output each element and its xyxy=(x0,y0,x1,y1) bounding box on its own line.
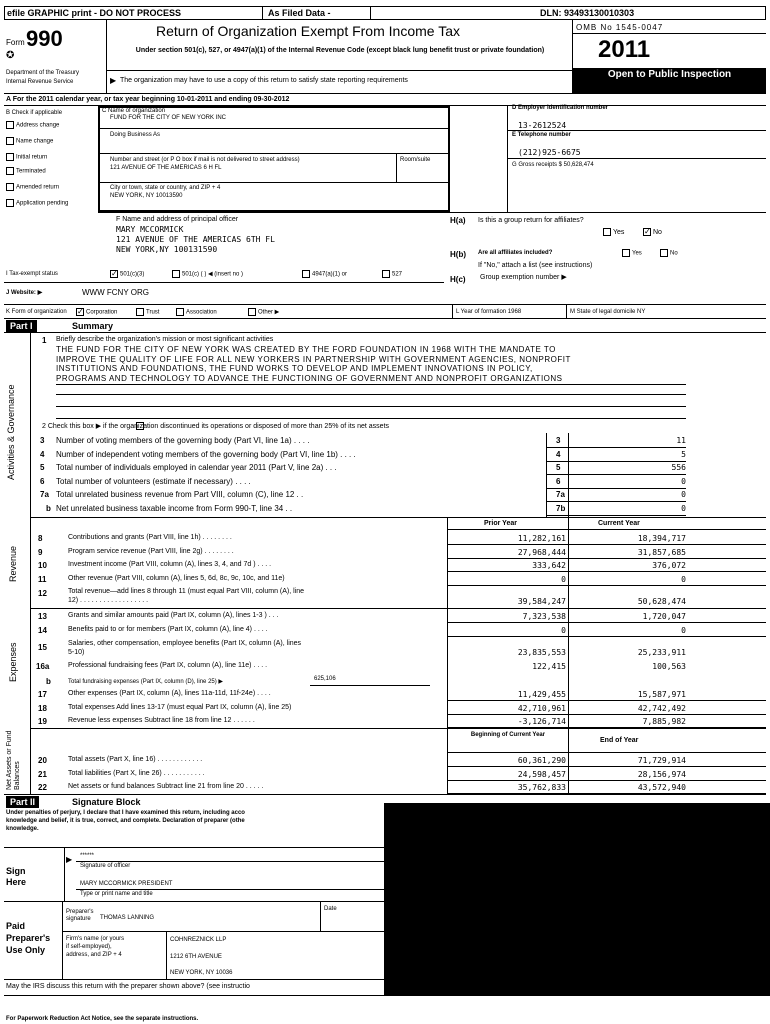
firm-address-1: 1212 6TH AVENUE xyxy=(170,954,222,960)
year-of-formation: L Year of formation 1968 xyxy=(456,309,522,315)
check-initial-return[interactable]: Initial return xyxy=(6,153,47,161)
gov-line-value: 0 xyxy=(681,503,686,513)
side-revenue: Revenue xyxy=(8,545,18,582)
efile-banner: efile GRAPHIC print - DO NOT PROCESS xyxy=(7,8,182,18)
officer-address-1: 121 AVENUE OF THE AMERICAS 6TH FL xyxy=(116,235,275,244)
status-4947-check[interactable]: 4947(a)(1) or xyxy=(302,270,347,278)
beginning-year-header: Beginning of Current Year xyxy=(470,732,546,738)
line16b-value: 625,106 xyxy=(314,676,336,682)
line15-label-1: Salaries, other compensation, employee benefits (Part IX, column (A), lines xyxy=(68,640,302,647)
copy-note: The organization may have to use a copy of this return to satisfy state reporting requirements xyxy=(120,77,408,84)
city-label: City or town, state or country, and ZIP + 4 xyxy=(110,185,221,191)
net-asset-line-num: 21 xyxy=(38,769,47,779)
net-asset-line-num: 22 xyxy=(38,783,47,792)
net-asset-line-label: Net assets or fund balances Subtract line 21 from line 20 . . . . . xyxy=(68,783,264,790)
preparer-sig-label-2: signature xyxy=(66,916,91,922)
gov-line-rule xyxy=(546,515,686,516)
gov-line-label: Total number of volunteers (estimate if necessary) . . . . xyxy=(56,476,251,486)
expense-total-line-label: Total expenses Add lines 13-17 (must equal Part IX, column (A), line 25) xyxy=(68,703,292,711)
expense-line-num: 14 xyxy=(38,625,47,635)
prior-year-header: Prior Year xyxy=(484,520,517,527)
department-label: Department of the Treasury xyxy=(6,70,80,76)
gov-line-label: Number of voting members of the governing body (Part VI, line 1a) . . . . xyxy=(56,436,310,445)
open-public-inspection: Open to Public Inspection xyxy=(573,68,766,93)
expense-total-line-prior: -3,126,714 xyxy=(517,717,566,726)
form-subtitle: Under section 501(c), 527, or 4947(a)(1) of the Internal Revenue Code (except black lung benefit trust or private foundation) xyxy=(135,47,545,54)
ha-question: Is this a group return for affiliates? xyxy=(478,217,584,224)
expense-total-line-num: 17 xyxy=(38,690,47,699)
line16b-label: Total fundraising expenses (Part IX, column (D), line 25) ▶ xyxy=(68,679,224,685)
part2-tab: Part II xyxy=(6,796,39,808)
room-label: Room/suite xyxy=(400,157,431,163)
officer-name-title: MARY MCCORMICK PRESIDENT xyxy=(80,881,173,887)
discontinued-check[interactable] xyxy=(136,422,144,430)
expense-total-line-num: 19 xyxy=(38,717,47,726)
gov-line-ref: 4 xyxy=(556,449,561,459)
gov-line-rule xyxy=(546,474,686,475)
paperwork-notice: For Paperwork Reduction Act Notice, see the separate instructions. xyxy=(6,1016,199,1022)
gov-line-rule xyxy=(546,447,686,448)
revenue-line-prior: 0 xyxy=(561,574,566,584)
expense-total-line-rule xyxy=(447,714,766,715)
line12-prior: 39,584,247 xyxy=(517,597,566,606)
net-asset-line-rule xyxy=(447,780,766,781)
net-asset-line-current: 43,572,940 xyxy=(637,783,686,792)
gov-line-value: 556 xyxy=(671,463,686,472)
hc-question: Group exemption number ▶ xyxy=(480,274,567,281)
expense-total-line-current: 42,742,492 xyxy=(637,703,686,713)
firm-name: COHNREZNICK LLP xyxy=(170,937,227,943)
expense-line-prior: 7,323,538 xyxy=(522,612,566,621)
ein: 13-2612524 xyxy=(518,121,567,130)
revenue-line-current: 376,072 xyxy=(652,561,686,570)
gov-line-label: Net unrelated business taxable income from Form 990-T, line 34 . . xyxy=(56,503,293,513)
revenue-line-label: Contributions and grants (Part VIII, line 1h) . . . . . . . . xyxy=(68,534,232,541)
gov-line-ref: 7a xyxy=(556,490,565,499)
part1-title: Summary xyxy=(72,321,114,331)
city-state-zip: NEW YORK, NY 10013590 xyxy=(110,193,183,199)
status-501c-check[interactable]: 501(c) ( ) ◀ (insert no ) xyxy=(172,270,243,278)
revenue-line-current: 31,857,685 xyxy=(637,547,686,557)
ha-yes-check[interactable]: Yes xyxy=(603,228,624,236)
net-asset-line-prior: 24,598,457 xyxy=(517,769,566,779)
form-of-org-label: K Form of organization xyxy=(6,309,67,315)
website-label: J Website: ▶ xyxy=(6,290,43,296)
telephone: (212)925-6675 xyxy=(518,148,581,157)
ha-label: H(a) xyxy=(450,216,466,225)
redaction-block xyxy=(384,803,770,996)
website[interactable]: WWW FCNY ORG xyxy=(82,288,149,297)
org-name-label: C Name of organization xyxy=(102,108,166,114)
line1-label: Briefly describe the organization's mission or most significant activities xyxy=(56,336,274,343)
expense-line-rule xyxy=(447,622,766,623)
hb-label: H(b) xyxy=(450,250,466,259)
penalty-statement: Under penalties of perjury, I declare that I have examined this return, including acco knowledge and belief, it is true, correct, and complete. Declaration of preparer (othe knowledge. xyxy=(6,810,245,832)
check-application-pending[interactable]: Application pending xyxy=(6,199,68,207)
revenue-line-label: Program service revenue (Part VIII, line 2g) . . . . . . . . xyxy=(68,547,234,555)
hb-note: If "No," attach a list (see instructions) xyxy=(478,262,593,269)
irs-label: Internal Revenue Service xyxy=(6,79,74,85)
org-trust-check[interactable]: Trust xyxy=(136,308,159,316)
end-year-header: End of Year xyxy=(600,737,639,744)
net-asset-line-label: Total assets (Part X, line 16) . . . . . . . . . . . . xyxy=(68,756,203,763)
hb-yes-check[interactable]: Yes xyxy=(622,249,642,257)
revenue-line-prior: 11,282,161 xyxy=(517,534,566,543)
revenue-line-rule xyxy=(447,585,766,586)
irs-eagle-icon: ✪ xyxy=(6,50,15,61)
signature-stars: ****** xyxy=(80,853,95,859)
firm-address-2: NEW YORK, NY 10036 xyxy=(170,970,233,976)
net-asset-line-current: 71,729,914 xyxy=(637,756,686,765)
form-title: Return of Organization Exempt From Income Tax xyxy=(156,23,460,39)
as-filed-label: As Filed Data - xyxy=(268,8,331,18)
expense-line-label: Grants and similar amounts paid (Part IX, column (A), lines 1-3 ) . . . xyxy=(68,612,279,619)
expense-total-line-prior: 42,710,961 xyxy=(517,703,566,713)
line15-num: 15 xyxy=(38,643,47,652)
line16a-label: Professional fundraising fees (Part IX, column (A), line 11e) . . . . xyxy=(68,662,268,669)
net-asset-line-current: 28,156,974 xyxy=(637,769,686,779)
check-name-change[interactable]: Name change xyxy=(6,137,53,145)
line16a-prior: 122,415 xyxy=(532,662,566,671)
signature-officer-label: Signature of officer xyxy=(80,863,131,869)
revenue-line-rule xyxy=(447,558,766,559)
part1-tab: Part I xyxy=(6,320,37,332)
revenue-line-current: 18,394,717 xyxy=(637,534,686,543)
revenue-line-rule xyxy=(447,544,766,545)
discuss-question: May the IRS discuss this return with the preparer shown above? (see instructio xyxy=(6,983,250,990)
expense-total-line-num: 18 xyxy=(38,703,47,713)
line16b-num: b xyxy=(46,677,51,686)
expense-line-current: 0 xyxy=(681,625,686,635)
arrow-right-icon: ▶ xyxy=(110,76,117,85)
gov-line-label: Total unrelated business revenue from Part VIII, column (C), line 12 . . xyxy=(56,490,304,499)
paid-preparer-label: Paid Preparer's Use Only xyxy=(6,921,51,955)
street-label: Number and street (or P O box if mail is not delivered to street address) xyxy=(110,157,300,163)
ein-label: D Employer identification number xyxy=(512,105,609,111)
tax-exempt-label: I Tax-exempt status xyxy=(6,271,58,277)
gov-line-ref: 7b xyxy=(556,503,566,513)
expense-total-line-prior: 11,429,455 xyxy=(517,690,566,699)
line1-num: 1 xyxy=(42,336,47,345)
gov-line-num: 3 xyxy=(40,436,45,445)
line12-label-2: 12) . . . . . . . . . . . . . . . . . . xyxy=(68,597,149,604)
gov-line-label: Total number of individuals employed in calendar year 2011 (Part V, line 2a) . . . xyxy=(56,463,337,472)
gov-line-rule xyxy=(546,501,686,502)
revenue-line-prior: 333,642 xyxy=(532,561,566,570)
check-terminated[interactable]: Terminated xyxy=(6,167,46,175)
line15-current: 25,233,911 xyxy=(637,648,686,657)
mission-text: THE FUND FOR THE CITY OF NEW YORK WAS CREATED BY THE FORD FOUNDATION IN 1968 WITH THE MANDATE TO IMPROVE THE QUALITY OF LIFE FOR ALL NEW YORKERS IN PARTNERSHIP WITH GOVERNMENT AGENCIES, NONPROFIT INSTITUTIONS AND FOUNDATIONS, THE FUND WORKS TO DEVELOP AND IMPLEMENT INNOVATIONS IN POLICY, PROGRAMS AND TECHNOLOGY TO ADVANCE THE FUNCTIONING OF GOVERNMENT AND NONPROFIT ORGANIZATIONS xyxy=(56,345,571,383)
principal-officer-label: F Name and address of principal officer xyxy=(116,216,239,223)
net-asset-line-label: Total liabilities (Part X, line 26) . . . . . . . . . . . xyxy=(68,769,205,777)
revenue-line-label: Investment income (Part VIII, column (A), lines 3, 4, and 7d ) . . . . xyxy=(68,561,272,568)
section-a-label: A For the 2011 calendar year, or tax year beginning 10-01-2011 and ending 09-30-2012 xyxy=(6,96,290,103)
org-association-check[interactable]: Association xyxy=(176,308,217,316)
gov-line-num: 6 xyxy=(40,476,45,486)
line15-prior: 23,835,553 xyxy=(517,648,566,657)
line16a-current: 100,563 xyxy=(652,662,686,671)
side-net-assets: Net Assets or Fund Balances xyxy=(6,730,21,790)
gov-line-value: 11 xyxy=(676,436,686,445)
net-asset-line-num: 20 xyxy=(38,756,47,765)
form-number: 990 xyxy=(26,26,63,51)
gov-line-value: 5 xyxy=(681,449,686,459)
section-b-label: B Check if applicable xyxy=(6,110,63,116)
gov-line-num: 4 xyxy=(40,449,45,459)
net-asset-line-prior: 35,762,833 xyxy=(517,783,566,792)
state-domicile: M State of legal domicile NY xyxy=(570,309,646,315)
line15-label-2: 5-10) xyxy=(68,649,85,656)
check-address-change[interactable]: Address change xyxy=(6,121,59,129)
org-other-check[interactable]: Other ▶ xyxy=(248,308,279,316)
gov-line-value: 0 xyxy=(681,476,686,486)
expense-line-label: Benefits paid to or for members (Part IX, column (A), line 4) . . . . xyxy=(68,625,268,633)
revenue-line-num: 10 xyxy=(38,561,47,570)
revenue-line-prior: 27,968,444 xyxy=(517,547,566,557)
line12-current: 50,628,474 xyxy=(637,597,686,606)
tax-year: 2011 xyxy=(598,36,651,63)
gov-line-num: 5 xyxy=(40,463,45,472)
expense-line-current: 1,720,047 xyxy=(642,612,686,621)
line12-num: 12 xyxy=(38,589,47,598)
firm-label: Firm's name (or yours if self-employed), address, and ZIP + 4 xyxy=(66,936,125,958)
net-asset-line-rule xyxy=(447,766,766,767)
dba-label: Doing Business As xyxy=(110,132,161,138)
expense-line-prior: 0 xyxy=(561,625,566,635)
dln: DLN: 93493130010303 xyxy=(540,8,635,18)
check-amended-return[interactable]: Amended return xyxy=(6,183,59,191)
status-527-check[interactable]: 527 xyxy=(382,270,402,278)
gov-line-rule xyxy=(546,488,686,489)
gov-line-num: 7a xyxy=(40,490,49,499)
expense-total-line-rule xyxy=(447,700,766,701)
revenue-line-rule xyxy=(447,571,766,572)
gov-line-value: 0 xyxy=(681,490,686,499)
expense-total-line-label: Other expenses (Part IX, column (A), lines 11a-11d, 11f-24e) . . . . xyxy=(68,690,271,697)
street-address: 121 AVENUE OF THE AMERICAS 6 H FL xyxy=(110,165,222,171)
type-name-label: Type or print name and title xyxy=(80,891,153,897)
revenue-line-num: 8 xyxy=(38,534,43,543)
gross-receipts: G Gross receipts $ 50,628,474 xyxy=(512,162,594,168)
part2-title: Signature Block xyxy=(72,797,141,807)
officer-address-2: NEW YORK,NY 100131590 xyxy=(116,245,218,254)
expense-line-rule xyxy=(447,636,766,637)
gov-col-divider xyxy=(568,433,569,517)
expense-line-num: 13 xyxy=(38,612,47,621)
ha-no-check[interactable]: ✓ No xyxy=(644,227,662,236)
gov-line-num: b xyxy=(46,503,51,513)
current-year-header: Current Year xyxy=(598,520,640,527)
status-501c3-check[interactable]: ✓ 501(c)(3) xyxy=(111,269,145,278)
hb-no-check[interactable]: No xyxy=(660,249,678,257)
expense-total-line-label: Revenue less expenses Subtract line 18 from line 12 . . . . . . xyxy=(68,717,255,724)
sign-here-label: Sign Here xyxy=(6,866,27,887)
revenue-line-num: 9 xyxy=(38,547,43,557)
hc-label: H(c) xyxy=(450,275,466,284)
gov-line-rule xyxy=(546,461,686,462)
line16a-num: 16a xyxy=(36,662,50,671)
expense-total-line-current: 15,587,971 xyxy=(637,690,686,699)
side-expenses: Expenses xyxy=(8,642,18,682)
revenue-line-num: 11 xyxy=(38,574,47,584)
omb-number: OMB No 1545-0047 xyxy=(576,23,664,32)
preparer-sig-label-1: Preparer's xyxy=(66,909,94,915)
gov-line-ref: 6 xyxy=(556,476,561,486)
gov-col-divider xyxy=(546,433,547,517)
expense-total-line-current: 7,885,982 xyxy=(642,717,686,726)
gov-line-ref: 3 xyxy=(556,436,561,445)
gov-line-ref: 5 xyxy=(556,463,561,472)
gov-line-label: Number of independent voting members of the governing body (Part VI, line 1b) . . . . xyxy=(56,449,356,459)
line12-label-1: Total revenue—add lines 8 through 11 (must equal Part VIII, column (A), line xyxy=(68,588,305,595)
line2-text: 2 Check this box ▶ if the organization discontinued its operations or disposed of more than 25% of its net assets xyxy=(42,423,390,430)
side-activities-governance: Activities & Governance xyxy=(6,384,16,480)
revenue-line-label: Other revenue (Part VIII, column (A), lines 5, 6d, 8c, 9c, 10c, and 11e) xyxy=(68,574,285,582)
form-word: Form xyxy=(6,38,25,47)
org-corporation-check[interactable]: ✓ Corporation xyxy=(77,307,118,316)
telephone-label: E Telephone number xyxy=(512,132,571,138)
org-name: FUND FOR THE CITY OF NEW YORK INC xyxy=(110,115,227,121)
officer-name: MARY MCCORMICK xyxy=(116,225,184,234)
hb-question: Are all affiliates included? xyxy=(478,250,553,256)
date-label: Date xyxy=(324,906,337,912)
triangle-icon: ▶ xyxy=(66,855,73,864)
revenue-line-current: 0 xyxy=(681,574,686,584)
preparer-name: THOMAS LANNING xyxy=(100,915,155,921)
net-asset-line-prior: 60,361,290 xyxy=(517,756,566,765)
